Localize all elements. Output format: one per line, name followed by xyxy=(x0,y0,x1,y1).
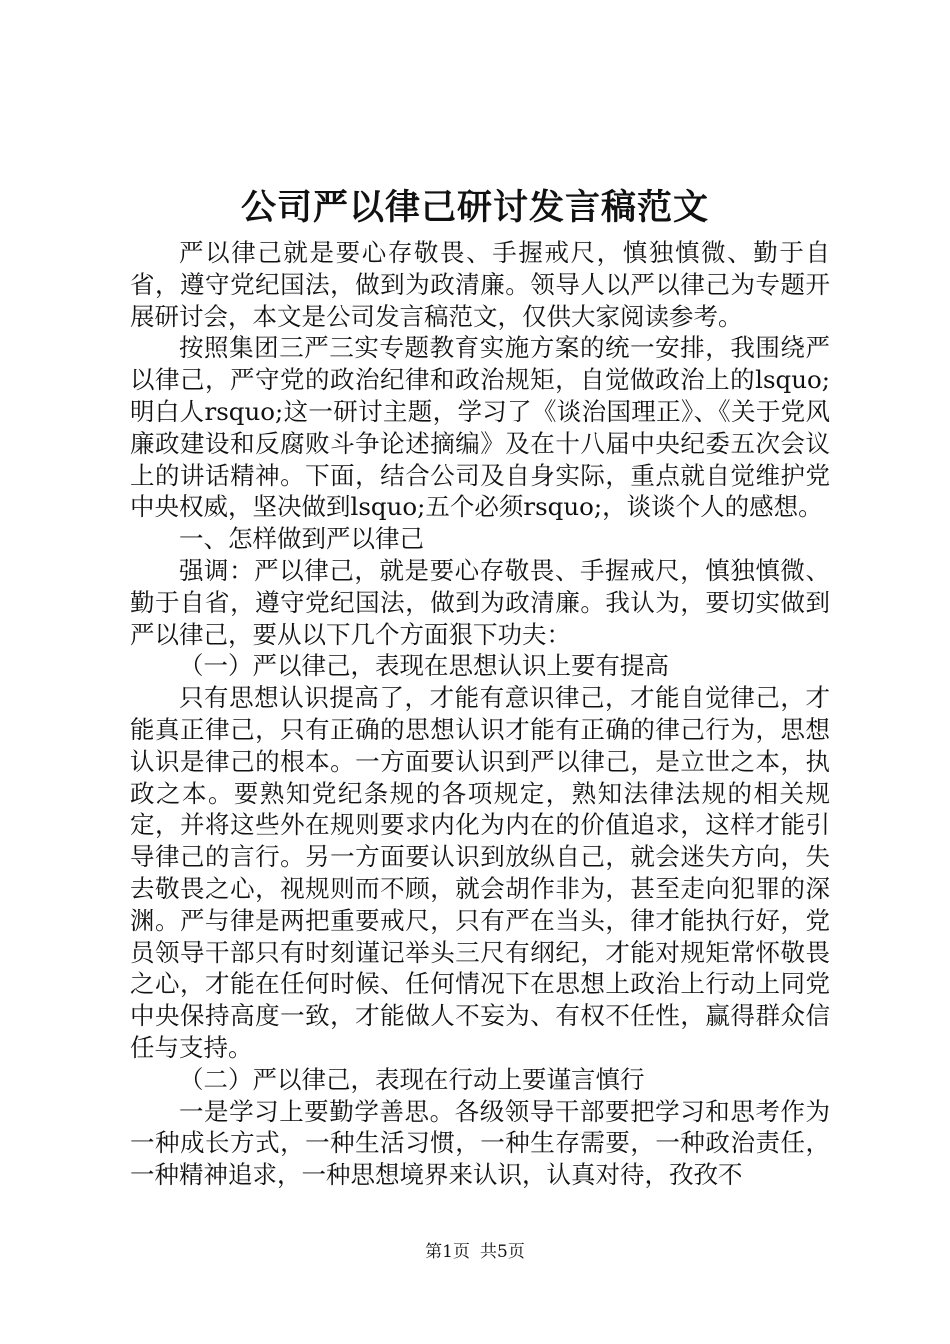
document-body xyxy=(130,237,830,1191)
page-footer xyxy=(0,1240,950,1264)
document-title: 公司严以律己研讨发言稿范文 xyxy=(240,187,709,228)
paragraph-study-habits: 一是学习上要勤学善思。各级领导干部要把学习和思考作为一种成长方式，一种生活习惯，一种生存需要，一种政治责任，一种精神追求，一种思想境界来认识，认真对待，孜孜不 xyxy=(130,1096,830,1190)
subsection-heading-1: （一）严以律己，表现在思想认识上要有提高 xyxy=(179,651,669,681)
paragraph-intro: 严以律己就是要心存敬畏、手握戒尺，慎独慎微、勤于自省，遵守党纪国法，做到为政清廉。领导人以严以律己为专题开展研讨会，本文是公司发言稿范文，仅供大家阅读参考。 xyxy=(130,238,830,331)
section-heading-1: 一、怎样做到严以律己 xyxy=(179,524,424,554)
paragraph-emphasis: 强调：严以律己，就是要心存敬畏、手握戒尺，慎独慎微、勤于自省，遵守党纪国法，做到为政清廉。我认为，要切实做到严以律己，要从以下几个方面狠下功夫： xyxy=(130,555,830,649)
paragraph-study-arrangement: 按照集团三严三实专题教育实施方案的统一安排，我围绕严以律己，严守党的政治纪律和政治规矩，自觉做政治上的lsquo;明白人rsquo;这一研讨主题，学习了《谈治国理正》、《关于党风廉政建设和反腐败斗争论述摘编》及在十八届中央纪委五次会议上的讲话精神。下面，结合公司及自身实际，重点就自觉维护党中央权威，坚决做到lsquo;五个必须rsquo;，谈谈个人的感想。 xyxy=(130,333,830,522)
paragraph-thought-awareness: 只有思想认识提高了，才能有意识律己，才能自觉律己，才能真正律己，只有正确的思想认识才能有正确的律己行为，思想认识是律己的根本。一方面要认识到严以律己，是立世之本，执政之本。要熟知党纪条规的各项规定，熟知法律法规的相关规定，并将这些外在规则要求内化为内在的价值追求，这样才能引导律己的言行。另一方面要认识到放纵自己，就会迷失方向，失去敬畏之心，视规则而不顾，就会胡作非为，甚至走向犯罪的深渊。严与律是两把重要戒尺，只有严在当头，律才能执行好，党员领导干部只有时刻谨记举头三尺有纲纪，才能对规矩常怀敬畏之心，才能在任何时候、任何情况下在思想上政治上行动上同党中央保持高度一致，才能做人不妄为、有权不任性，赢得群众信任与支持。 xyxy=(130,683,830,1062)
page-total: 共5页 xyxy=(480,1242,525,1262)
page-number: 第1页 xyxy=(425,1242,470,1262)
subsection-heading-2: （二）严以律己，表现在行动上要谨言慎行 xyxy=(179,1064,645,1094)
